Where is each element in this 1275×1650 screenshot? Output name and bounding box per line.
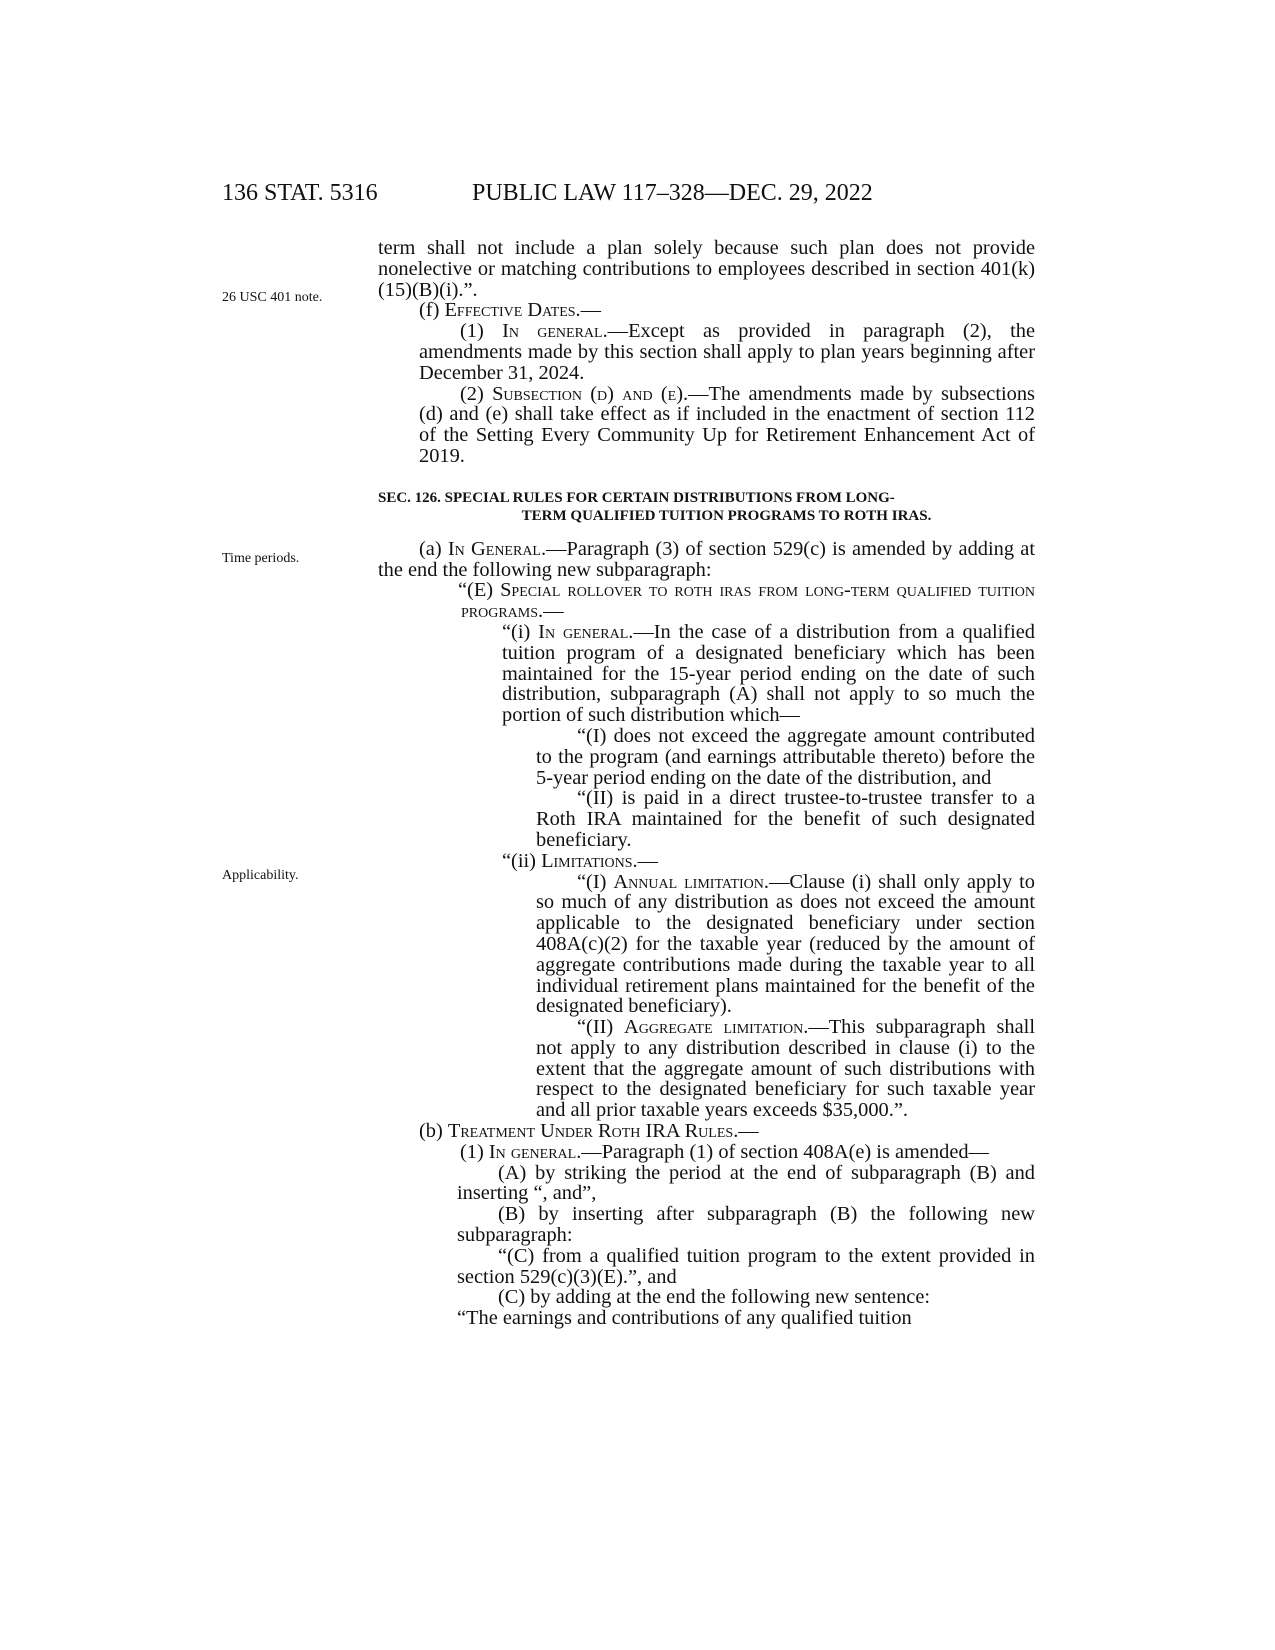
statute-page-number: 136 STAT. 5316 [222,180,378,206]
paragraph-f2: (2) Subsection (d) and (e).—The amendments made by subsections (d) and (e) shall take effect as if included in the enactment of section 112 of the Setting Every Community Up for Retirement Enhancement Act of 2019. [419,382,1035,467]
subsection-a: (a) In General.—Paragraph (3) of section 529(c) is amended by adding at the end the following new subparagraph: [378,537,1035,581]
subparagraph-e-heading: “(E) Special rollover to roth iras from long-term qualified tuition programs.— [458,579,1036,623]
section-heading: SEC. 126. SPECIAL RULES FOR CERTAIN DISTRIBUTIONS FROM LONG- TERM QUALIFIED TUITION PROGRAMS TO ROTH IRAS. [378,489,932,524]
paragraph-b1: (1) In general.—Paragraph (1) of section 408A(e) is amended— [460,1140,989,1163]
subclause-aggregate-limitation: “(II) Aggregate limitation.—This subparagraph shall not apply to any distribution described in clause (i) to the extent that the aggregate amount of such distributions with respect to the designated beneficiary for such taxable year and all prior taxable years exceeds $35,000.”. [536,1016,1035,1122]
document-body [378,238,1035,1329]
subparagraph-bB: (B) by inserting after subparagraph (B) the following new subparagraph: [457,1203,1035,1247]
margin-note-usc: 26 USC 401 note. [222,290,323,305]
page-header [222,180,1035,214]
quoted-subparagraph-C: “(C) from a qualified tuition program to the extent provided in section 529(c)(3)(E).”, and [457,1244,1035,1288]
subsection-f-heading: (f) Effective Dates.— [419,299,602,322]
subsection-b-heading: (b) Treatment Under Roth IRA Rules.— [419,1120,759,1143]
quoted-sentence-start: “The earnings and contributions of any qualified tuition [457,1307,912,1330]
margin-note-time-periods: Time periods. [222,551,300,566]
subclause-I-first: “(I) does not exceed the aggregate amount contributed to the program (and earnings attributable thereto) before the 5-year period ending on the date of the distribution, and [536,724,1035,789]
public-law-title: PUBLIC LAW 117–328—DEC. 29, 2022 [472,180,873,206]
subparagraph-bA: (A) by striking the period at the end of subparagraph (B) and inserting “, and”, [457,1161,1035,1205]
clause-ii-heading: “(ii) Limitations.— [502,849,659,872]
subparagraph-bC: (C) by adding at the end the following new sentence: [498,1286,931,1309]
paragraph-continuation: term shall not include a plan solely because such plan does not provide nonelective or matching contributions to employees described in section 401(k)(15)(B)(i).”. [378,237,1035,301]
subclause-II-first: “(II) is paid in a direct trustee-to-trustee transfer to a Roth IRA maintained for the benefit of such designated beneficiary. [536,787,1035,851]
subclause-annual-limitation: “(I) Annual limitation.—Clause (i) shall only apply to so much of any distribution as does not exceed the amount applicable to the designated beneficiary under section 408A(c)(2) for the taxable year (reduced by the amount of aggregate contributions made during the taxable year to all individual retirement plans maintained for the benefit of the designated beneficiary). [536,870,1035,1018]
paragraph-f1: (1) In general.—Except as provided in paragraph (2), the amendments made by this section shall apply to plan years beginning after December 31, 2024. [419,320,1036,384]
margin-note-applicability: Applicability. [222,868,299,883]
clause-i: “(i) In general.—In the case of a distribution from a qualified tuition program of a designated beneficiary which has been maintained for the 15-year period ending on the date of such distribution, subparagraph (A) shall not apply to so much the portion of such distribution which— [502,620,1035,727]
